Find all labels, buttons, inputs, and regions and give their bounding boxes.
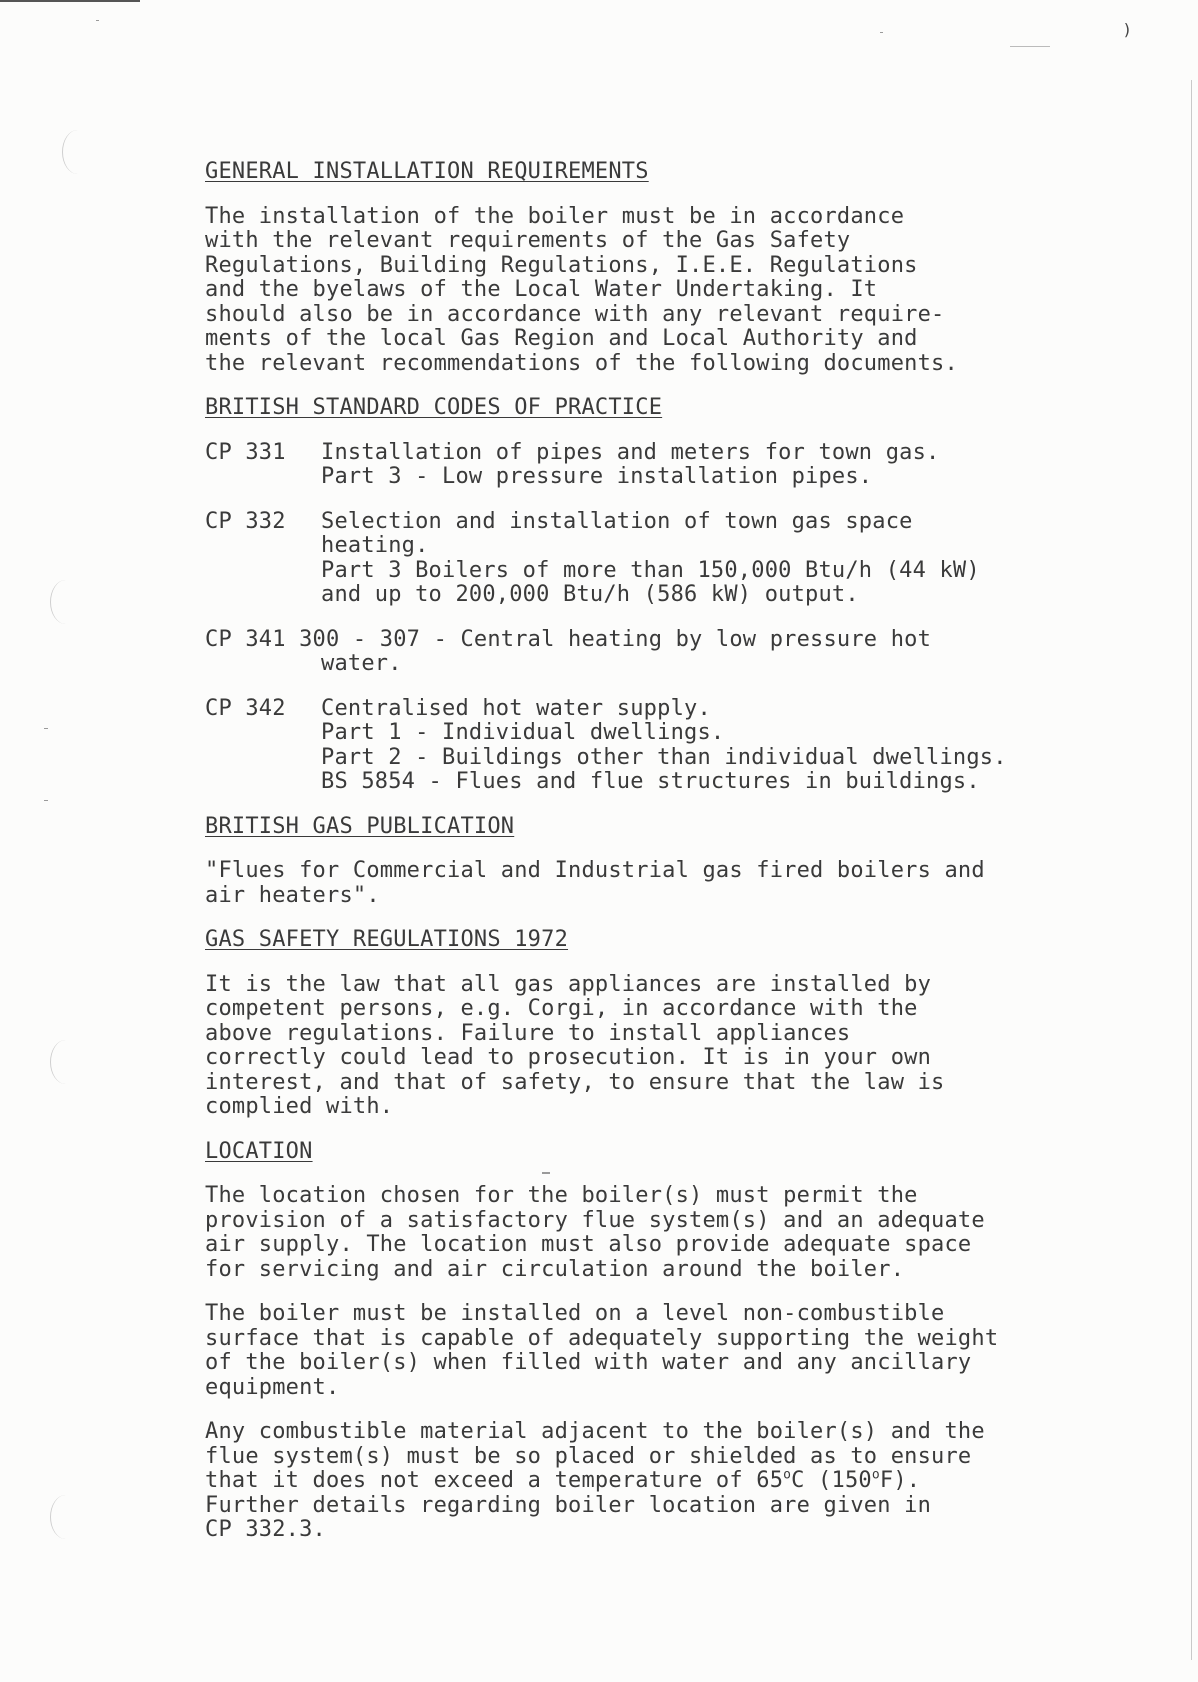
cp342-entry — [205, 697, 1085, 795]
location-paragraph-3 — [205, 1420, 1085, 1543]
scan-mark: ) — [1122, 20, 1132, 39]
general-requirements-heading: GENERAL INSTALLATION REQUIREMENTS — [205, 159, 649, 184]
cp331-label: CP 331 — [205, 439, 286, 465]
location-paragraph-3-part-a: Any combustible material adjacent to the boiler(s) and the flue system(s) must be so placed or shielded as to ensure that it does not exceed a temperature of 65 — [205, 1419, 985, 1493]
gas-safety-text: It is the law that all gas appliances are installed by competent persons, e.g. Corgi, in accordance with the above regulations. Failure to install appliances correctly could lead to prosecution. It is in your own interest, and that of safety, to ensure that the law is complied with. — [205, 971, 945, 1119]
document-body — [205, 160, 1085, 1563]
location-paragraph-3-part-c: F). Further details regarding boiler location are given in CP 332.3. — [205, 1468, 932, 1542]
codes-of-practice-heading: BRITISH STANDARD CODES OF PRACTICE — [205, 395, 663, 420]
location-heading: LOCATION — [205, 1138, 313, 1164]
scan-speck — [44, 800, 48, 801]
gas-publication-heading: BRITISH GAS PUBLICATION — [205, 813, 515, 839]
cp341-entry: CP 341 300 - 307 - Central heating by low pressure hot water. — [205, 626, 932, 676]
scan-speck — [1010, 46, 1050, 47]
punch-hole-1 — [62, 130, 93, 174]
degree-symbol: o — [871, 1467, 880, 1483]
cp331-description: Installation of pipes and meters for town gas. Part 3 - Low pressure installation pipes. — [321, 439, 940, 489]
page-right-edge — [1191, 80, 1192, 1660]
scan-speck — [96, 20, 99, 21]
scan-edge-line — [0, 0, 140, 2]
cp342-label: CP 342 — [205, 695, 286, 721]
cp342-description: Centralised hot water supply. Part 1 - Individual dwellings. Part 2 - Buildings other than individual dwellings. BS 5854 - Flues and flue structures in buildings. — [321, 695, 1007, 794]
scan-speck — [44, 728, 48, 729]
location-paragraph-3-part-b: C (150 — [791, 1468, 872, 1493]
location-paragraph-1: The location chosen for the boiler(s) must permit the provision of a satisfactory flue system(s) and an adequate air supply. The location must also provide adequate space for servicing and air circulation around the boiler. — [205, 1183, 985, 1282]
location-paragraph-2: The boiler must be installed on a level non-combustible surface that is capable of adequately supporting the weight of the boiler(s) when filled with water and any ancillary equipment. — [205, 1301, 999, 1400]
cp332-entry — [205, 510, 1085, 608]
general-requirements-text: The installation of the boiler must be in accordance with the relevant requirements of the Gas Safety Regulations, Building Regulations, I.E.E. Regulations and the byelaws of the Local Water Undertaking. It should also be in accordance with any relevant require- ments of the local Gas Region and Local Authority and the relevant recommendations of the following documents. — [205, 203, 958, 376]
degree-symbol: o — [783, 1467, 792, 1483]
cp331-entry — [205, 441, 1085, 490]
gas-safety-heading: GAS SAFETY REGULATIONS 1972 — [205, 927, 569, 952]
punch-hole-4 — [50, 1495, 81, 1539]
cp332-description: Selection and installation of town gas space heating. Part 3 Boilers of more than 150,000 Btu/h (44 kW) and up to 200,000 Btu/h (586 kW) output. — [321, 508, 980, 607]
gas-publication-text: "Flues for Commercial and Industrial gas fired boilers and air heaters". — [205, 858, 985, 908]
scan-speck — [880, 32, 883, 33]
punch-hole-3 — [50, 1040, 81, 1084]
punch-hole-2 — [50, 580, 81, 624]
cp332-label: CP 332 — [205, 508, 286, 534]
